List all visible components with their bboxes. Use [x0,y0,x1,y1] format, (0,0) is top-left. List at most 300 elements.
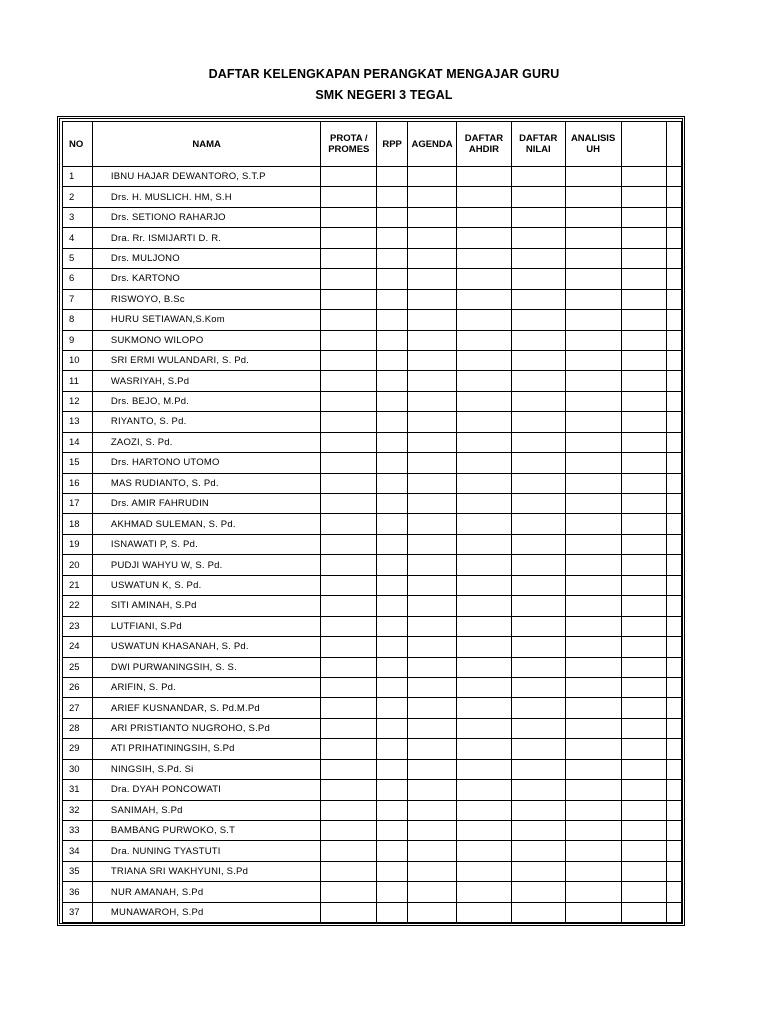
header-row [63,122,682,167]
row-number: 5 [63,248,93,268]
cell-extra-2 [667,616,682,636]
cell-analisis-uh [565,494,621,514]
cell-prota-promes [321,207,377,227]
teacher-name: SANIMAH, S.Pd [92,800,320,820]
cell-daftar-nilai [511,228,565,248]
teacher-name: SITI AMINAH, S.Pd [92,596,320,616]
table-row [63,248,682,268]
teacher-name: Drs. MULJONO [92,248,320,268]
header-analisis-uh [565,122,621,167]
cell-daftar-nilai [511,677,565,697]
cell-agenda [408,473,457,493]
teacher-name: IBNU HAJAR DEWANTORO, S.T.P [92,167,320,187]
cell-rpp [377,412,408,432]
row-number: 14 [63,432,93,452]
cell-extra-2 [667,514,682,534]
cell-daftar-nilai [511,494,565,514]
cell-extra-1 [621,677,667,697]
header-extra-1 [621,122,667,167]
cell-analisis-uh [565,330,621,350]
row-number: 9 [63,330,93,350]
cell-prota-promes [321,759,377,779]
cell-analisis-uh [565,248,621,268]
cell-analisis-uh [565,882,621,902]
row-number: 17 [63,494,93,514]
teacher-name: Drs. BEJO, M.Pd. [92,391,320,411]
cell-rpp [377,432,408,452]
header-extra-2 [667,122,682,167]
cell-rpp [377,269,408,289]
cell-daftar-nilai [511,187,565,207]
table-row [63,534,682,554]
cell-daftar-ahdir [457,514,512,534]
cell-extra-2 [667,473,682,493]
cell-daftar-nilai [511,637,565,657]
teacher-name: ZAOZI, S. Pd. [92,432,320,452]
table-row [63,861,682,881]
teacher-name: MAS RUDIANTO, S. Pd. [92,473,320,493]
cell-extra-2 [667,575,682,595]
cell-extra-1 [621,310,667,330]
cell-rpp [377,248,408,268]
cell-rpp [377,616,408,636]
cell-daftar-ahdir [457,739,512,759]
cell-extra-1 [621,391,667,411]
row-number: 26 [63,677,93,697]
cell-daftar-ahdir [457,596,512,616]
cell-analisis-uh [565,289,621,309]
cell-extra-2 [667,412,682,432]
table-row [63,698,682,718]
cell-analisis-uh [565,167,621,187]
cell-agenda [408,677,457,697]
cell-daftar-nilai [511,248,565,268]
cell-daftar-ahdir [457,677,512,697]
cell-agenda [408,269,457,289]
row-number: 7 [63,289,93,309]
cell-agenda [408,494,457,514]
cell-extra-1 [621,494,667,514]
cell-daftar-nilai [511,555,565,575]
cell-prota-promes [321,330,377,350]
header-prota-promes-label: PROTA / PROMES [328,133,370,155]
table-row [63,575,682,595]
cell-analisis-uh [565,861,621,881]
cell-rpp [377,780,408,800]
teacher-name: MUNAWAROH, S.Pd [92,902,320,922]
cell-rpp [377,350,408,370]
header-no: NO [63,122,93,167]
cell-extra-1 [621,187,667,207]
cell-analisis-uh [565,534,621,554]
cell-rpp [377,861,408,881]
teacher-name: BAMBANG PURWOKO, S.T [92,821,320,841]
cell-analisis-uh [565,616,621,636]
teacher-name: Drs. H. MUSLICH. HM, S.H [92,187,320,207]
cell-analisis-uh [565,371,621,391]
teacher-name: ATI PRIHATININGSIH, S.Pd [92,739,320,759]
cell-daftar-nilai [511,739,565,759]
cell-daftar-ahdir [457,289,512,309]
cell-extra-2 [667,207,682,227]
cell-daftar-nilai [511,759,565,779]
table-row [63,616,682,636]
cell-daftar-ahdir [457,228,512,248]
cell-agenda [408,207,457,227]
cell-rpp [377,330,408,350]
cell-extra-2 [667,330,682,350]
cell-prota-promes [321,350,377,370]
cell-agenda [408,187,457,207]
cell-agenda [408,596,457,616]
cell-agenda [408,228,457,248]
cell-daftar-ahdir [457,575,512,595]
cell-analisis-uh [565,453,621,473]
cell-daftar-nilai [511,391,565,411]
row-number: 27 [63,698,93,718]
cell-extra-1 [621,432,667,452]
teacher-name: ARI PRISTIANTO NUGROHO, S.Pd [92,718,320,738]
teacher-name: NUR AMANAH, S.Pd [92,882,320,902]
teacher-name: USWATUN K, S. Pd. [92,575,320,595]
cell-rpp [377,534,408,554]
cell-prota-promes [321,187,377,207]
cell-prota-promes [321,248,377,268]
cell-rpp [377,167,408,187]
cell-extra-1 [621,718,667,738]
cell-daftar-ahdir [457,187,512,207]
row-number: 19 [63,534,93,554]
cell-rpp [377,882,408,902]
teacher-name: ISNAWATI P, S. Pd. [92,534,320,554]
cell-rpp [377,637,408,657]
cell-extra-2 [667,718,682,738]
cell-rpp [377,391,408,411]
table-row [63,453,682,473]
cell-rpp [377,289,408,309]
row-number: 23 [63,616,93,636]
header-daftar-nilai-label: DAFTAR NILAI [519,133,558,155]
cell-daftar-ahdir [457,698,512,718]
teacher-name: HURU SETIAWAN,S.Kom [92,310,320,330]
cell-extra-1 [621,616,667,636]
table-row [63,718,682,738]
cell-extra-1 [621,637,667,657]
cell-prota-promes [321,821,377,841]
cell-extra-1 [621,207,667,227]
table-row [63,555,682,575]
cell-extra-2 [667,555,682,575]
cell-analisis-uh [565,207,621,227]
row-number: 21 [63,575,93,595]
cell-daftar-nilai [511,821,565,841]
cell-daftar-ahdir [457,207,512,227]
cell-prota-promes [321,391,377,411]
cell-daftar-ahdir [457,310,512,330]
cell-extra-1 [621,698,667,718]
cell-extra-1 [621,821,667,841]
cell-daftar-nilai [511,350,565,370]
cell-extra-1 [621,739,667,759]
teacher-name: Drs. HARTONO UTOMO [92,453,320,473]
cell-agenda [408,453,457,473]
cell-extra-1 [621,800,667,820]
cell-extra-1 [621,657,667,677]
teacher-name: NINGSIH, S.Pd. Si [92,759,320,779]
teacher-name: SUKMONO WILOPO [92,330,320,350]
cell-agenda [408,637,457,657]
cell-prota-promes [321,310,377,330]
cell-agenda [408,739,457,759]
cell-prota-promes [321,882,377,902]
table-row [63,596,682,616]
cell-prota-promes [321,677,377,697]
header-daftar-ahdir-label: DAFTAR AHDIR [464,133,504,155]
cell-prota-promes [321,453,377,473]
cell-prota-promes [321,575,377,595]
row-number: 1 [63,167,93,187]
cell-rpp [377,841,408,861]
cell-extra-1 [621,575,667,595]
cell-daftar-nilai [511,453,565,473]
cell-analisis-uh [565,187,621,207]
cell-rpp [377,207,408,227]
cell-extra-1 [621,861,667,881]
teacher-name: AKHMAD SULEMAN, S. Pd. [92,514,320,534]
header-agenda: AGENDA [408,122,457,167]
document-title: DAFTAR KELENGKAPAN PERANGKAT MENGAJAR GURU [208,67,560,81]
cell-analisis-uh [565,657,621,677]
cell-prota-promes [321,473,377,493]
cell-daftar-nilai [511,780,565,800]
cell-extra-2 [667,800,682,820]
cell-daftar-nilai [511,882,565,902]
cell-extra-1 [621,289,667,309]
cell-rpp [377,739,408,759]
cell-extra-2 [667,248,682,268]
cell-extra-2 [667,759,682,779]
row-number: 28 [63,718,93,738]
cell-daftar-nilai [511,269,565,289]
cell-prota-promes [321,616,377,636]
header-nama: NAMA [92,122,320,167]
cell-rpp [377,371,408,391]
cell-extra-2 [667,739,682,759]
teacher-name: WASRIYAH, S.Pd [92,371,320,391]
table-row [63,207,682,227]
cell-prota-promes [321,657,377,677]
cell-daftar-nilai [511,289,565,309]
header-daftar-nilai [511,122,565,167]
cell-agenda [408,432,457,452]
cell-analisis-uh [565,555,621,575]
cell-prota-promes [321,228,377,248]
cell-rpp [377,228,408,248]
cell-analisis-uh [565,698,621,718]
cell-agenda [408,371,457,391]
cell-extra-2 [667,350,682,370]
cell-rpp [377,759,408,779]
cell-daftar-nilai [511,861,565,881]
cell-daftar-nilai [511,596,565,616]
cell-prota-promes [321,739,377,759]
checklist-table-frame [57,116,685,926]
cell-prota-promes [321,412,377,432]
row-number: 4 [63,228,93,248]
cell-daftar-nilai [511,718,565,738]
teacher-name: Drs. SETIONO RAHARJO [92,207,320,227]
cell-rpp [377,453,408,473]
cell-daftar-ahdir [457,350,512,370]
table-row [63,902,682,922]
row-number: 16 [63,473,93,493]
cell-rpp [377,677,408,697]
cell-analisis-uh [565,473,621,493]
teacher-name: ARIFIN, S. Pd. [92,677,320,697]
cell-extra-1 [621,902,667,922]
cell-daftar-nilai [511,841,565,861]
cell-agenda [408,534,457,554]
cell-daftar-nilai [511,698,565,718]
row-number: 8 [63,310,93,330]
cell-rpp [377,555,408,575]
document-subtitle: SMK NEGERI 3 TEGAL [315,88,453,102]
header-analisis-uh-label: ANALISIS UH [570,133,616,155]
cell-extra-1 [621,555,667,575]
cell-daftar-ahdir [457,759,512,779]
row-number: 30 [63,759,93,779]
header-prota-promes [321,122,377,167]
row-number: 36 [63,882,93,902]
header-daftar-ahdir [457,122,512,167]
cell-extra-2 [667,657,682,677]
cell-analisis-uh [565,412,621,432]
cell-daftar-ahdir [457,473,512,493]
cell-agenda [408,821,457,841]
table-row [63,657,682,677]
cell-agenda [408,248,457,268]
cell-extra-1 [621,167,667,187]
table-row [63,289,682,309]
cell-agenda [408,718,457,738]
row-number: 15 [63,453,93,473]
cell-daftar-nilai [511,207,565,227]
table-row [63,391,682,411]
cell-analisis-uh [565,821,621,841]
cell-analisis-uh [565,350,621,370]
cell-daftar-ahdir [457,432,512,452]
header-rpp: RPP [377,122,408,167]
cell-extra-2 [667,902,682,922]
row-number: 11 [63,371,93,391]
table-row [63,677,682,697]
cell-extra-2 [667,494,682,514]
cell-rpp [377,821,408,841]
cell-agenda [408,800,457,820]
teacher-name: SRI ERMI WULANDARI, S. Pd. [92,350,320,370]
cell-prota-promes [321,371,377,391]
cell-daftar-nilai [511,902,565,922]
row-number: 32 [63,800,93,820]
table-row [63,882,682,902]
cell-daftar-ahdir [457,616,512,636]
teacher-name: RISWOYO, B.Sc [92,289,320,309]
cell-daftar-ahdir [457,882,512,902]
cell-agenda [408,780,457,800]
cell-analisis-uh [565,800,621,820]
cell-analisis-uh [565,391,621,411]
cell-extra-2 [667,841,682,861]
table-row [63,330,682,350]
cell-agenda [408,289,457,309]
cell-daftar-nilai [511,473,565,493]
cell-daftar-ahdir [457,412,512,432]
cell-daftar-ahdir [457,453,512,473]
row-number: 35 [63,861,93,881]
cell-extra-1 [621,596,667,616]
cell-daftar-ahdir [457,371,512,391]
cell-agenda [408,902,457,922]
checklist-table [62,121,682,923]
cell-prota-promes [321,494,377,514]
cell-extra-1 [621,882,667,902]
cell-daftar-ahdir [457,555,512,575]
cell-extra-2 [667,289,682,309]
cell-agenda [408,514,457,534]
cell-analisis-uh [565,432,621,452]
cell-analisis-uh [565,637,621,657]
cell-daftar-ahdir [457,248,512,268]
cell-extra-2 [667,167,682,187]
cell-daftar-nilai [511,616,565,636]
row-number: 33 [63,821,93,841]
cell-daftar-ahdir [457,534,512,554]
row-number: 25 [63,657,93,677]
teacher-name: Drs. AMIR FAHRUDIN [92,494,320,514]
cell-analisis-uh [565,759,621,779]
teacher-name: PUDJI WAHYU W, S. Pd. [92,555,320,575]
cell-analisis-uh [565,514,621,534]
cell-daftar-nilai [511,371,565,391]
cell-extra-2 [667,453,682,473]
cell-rpp [377,187,408,207]
cell-daftar-ahdir [457,800,512,820]
cell-daftar-nilai [511,412,565,432]
cell-daftar-nilai [511,534,565,554]
cell-extra-1 [621,371,667,391]
cell-agenda [408,391,457,411]
cell-daftar-ahdir [457,391,512,411]
table-row [63,800,682,820]
row-number: 29 [63,739,93,759]
cell-prota-promes [321,780,377,800]
cell-rpp [377,800,408,820]
cell-rpp [377,494,408,514]
cell-agenda [408,882,457,902]
cell-extra-2 [667,882,682,902]
cell-daftar-ahdir [457,657,512,677]
cell-agenda [408,759,457,779]
cell-analisis-uh [565,902,621,922]
row-number: 3 [63,207,93,227]
cell-prota-promes [321,841,377,861]
cell-analisis-uh [565,269,621,289]
teacher-name: Dra. NUNING TYASTUTI [92,841,320,861]
cell-extra-2 [667,534,682,554]
row-number: 20 [63,555,93,575]
row-number: 12 [63,391,93,411]
table-row [63,310,682,330]
